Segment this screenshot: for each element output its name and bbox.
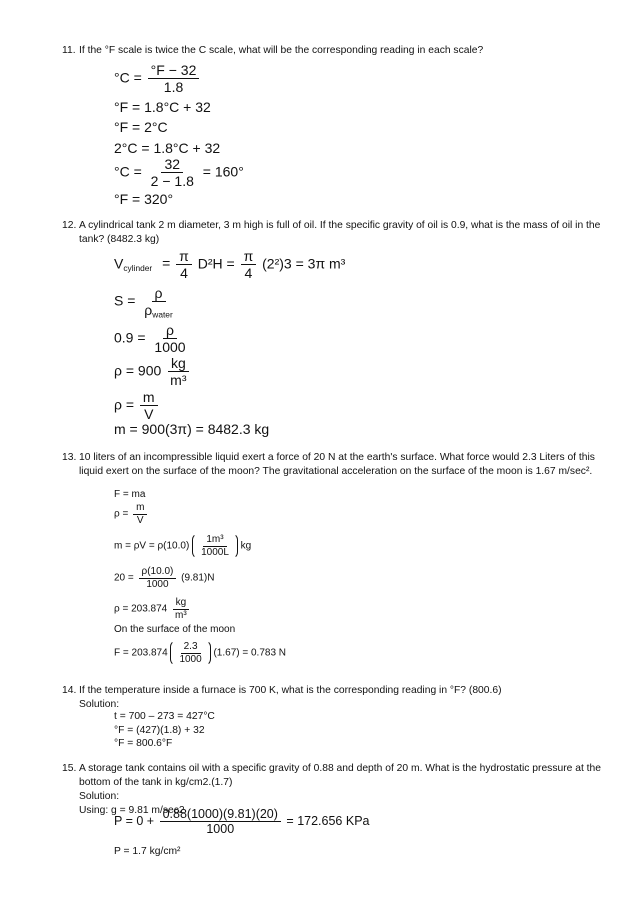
question-number: 15. (62, 763, 77, 774)
q12-equation-5 (114, 389, 160, 422)
numerator: ρ (163, 322, 177, 339)
fraction (167, 355, 189, 388)
denominator: V (136, 514, 144, 526)
fraction (139, 566, 177, 590)
subscript: cylinder (123, 262, 153, 273)
q15-equation-1 (114, 807, 369, 837)
q11-equation-4: 2°C = 1.8°C + 32 (114, 140, 221, 156)
numerator: π (241, 248, 257, 265)
q14-line-1: t = 700 – 273 = 427°C (114, 711, 215, 722)
equation-lhs: m = ρV = ρ(10.0) (114, 540, 190, 552)
numerator: 32 (161, 156, 183, 173)
denominator: V (144, 406, 154, 423)
equals-sign: = (162, 255, 171, 272)
fraction (160, 807, 281, 837)
fraction (140, 389, 158, 422)
question-text: If the °F scale is twice the C scale, what will be the corresponding reading in each scale? (79, 45, 484, 56)
denominator: 1000 (146, 578, 169, 590)
equation-middle: D²H = (197, 255, 235, 272)
parenthesis-group (192, 533, 238, 559)
equation-rhs: (9.81)N (181, 572, 215, 584)
denominator: 1000L (201, 546, 229, 558)
q11-equation-2: °F = 1.8°C + 32 (114, 99, 211, 115)
fraction (151, 322, 188, 355)
denominator: 1.8 (163, 79, 184, 96)
question-14 (62, 684, 604, 712)
q12-equation-3 (114, 322, 191, 355)
numerator: π (176, 248, 192, 265)
denominator: 1000 (206, 822, 235, 837)
fraction (176, 641, 204, 665)
fraction (198, 534, 232, 558)
q11-equation-3: °F = 2°C (114, 119, 168, 135)
parenthesis-group (170, 640, 210, 666)
fraction (141, 285, 175, 318)
q11-equation-1 (114, 62, 201, 95)
denominator (141, 302, 175, 318)
equation-lhs: F = 203.874 (114, 647, 168, 659)
fraction (241, 248, 257, 281)
q12-equation-2 (114, 285, 178, 318)
q13-equation-7 (114, 640, 286, 666)
equation-lhs: °C = (114, 69, 142, 86)
q12-equation-6: m = 900(3π) = 8482.3 kg (114, 421, 270, 437)
question-text: If the temperature inside a furnace is 700 K, what is the corresponding reading in °F? (800.6) (79, 685, 502, 696)
question-text: A storage tank contains oil with a specific gravity of 0.88 and depth of 20 m. What is the hydrostatic pressure at the bottom of the tank in kg/cm2.(1.7) (79, 763, 601, 788)
denominator: 4 (244, 265, 253, 282)
fraction (148, 156, 197, 189)
equation-rhs: (2²)3 = 3π m³ (262, 255, 346, 272)
numerator: kg (168, 355, 189, 372)
q12-equation-4 (114, 355, 192, 388)
equation-rhs: = 160° (202, 163, 244, 180)
equation-rhs: kg (240, 540, 252, 552)
solution-label: Solution: (79, 791, 120, 802)
q13-equation-5 (114, 597, 192, 621)
equation-rhs: (1.67) = 0.783 N (213, 647, 287, 659)
equation-lhs: ρ = 203.874 (114, 603, 168, 615)
solution-label: Solution: (79, 699, 120, 710)
q12-equation-1 (114, 248, 345, 281)
equation-lhs: S = (114, 292, 136, 309)
question-number: 13. (62, 452, 77, 463)
equation-lhs: 0.9 = (114, 329, 146, 346)
equation-lhs: V (114, 255, 124, 272)
equation-lhs: ρ = 900 (114, 362, 162, 379)
q13-equation-6: On the surface of the moon (114, 624, 236, 635)
question-number: 14. (62, 685, 77, 696)
fraction (133, 502, 147, 526)
question-text: A cylindrical tank 2 m diameter, 3 m high is full of oil. If the specific gravity of oil is 0.9, what is the mass of oil in the tank? (8482.3 kg) (79, 220, 601, 245)
q13-equation-1: F = ma (114, 489, 146, 500)
equation-lhs: ρ = (114, 508, 129, 520)
numerator: ρ (152, 285, 166, 302)
numerator: 2.3 (181, 641, 201, 654)
equation-rhs: = 172.656 KPa (286, 814, 370, 829)
denominator: 1000 (154, 339, 186, 356)
q11-equation-5 (114, 156, 244, 189)
numerator: ρ(10.0) (139, 566, 177, 579)
equation-lhs: ρ = (114, 396, 135, 413)
denominator: m³ (175, 609, 187, 621)
denominator: 4 (180, 265, 188, 282)
using-note: Using: g = 9.81 m/sec2 (79, 805, 185, 816)
numerator: 1m³ (203, 534, 226, 547)
q14-line-2: °F = (427)(1.8) + 32 (114, 725, 205, 736)
rho-symbol: ρ (144, 302, 153, 319)
question-text: 10 liters of an incompressible liquid exert a force of 20 N at the earth's surface. What force would 2.3 Liters of this liquid exert on the surface of the moon? The gravitational acceleration on the surface of the moon is 1.67 m/sec². (79, 452, 595, 477)
question-13 (62, 451, 604, 479)
fraction (172, 597, 190, 621)
numerator: kg (173, 597, 190, 610)
equation-lhs: °C = (114, 163, 142, 180)
denominator: 1000 (179, 653, 202, 665)
denominator: m³ (170, 372, 187, 389)
question-11 (62, 44, 604, 58)
subscript: water (152, 309, 173, 320)
question-12 (62, 219, 604, 247)
equation-lhs: P = 0 + (114, 814, 155, 829)
numerator: °F − 32 (148, 62, 200, 79)
q15-result: P = 1.7 kg/cm² (114, 846, 181, 857)
q13-equation-4 (114, 566, 214, 590)
equation-lhs: 20 = (114, 572, 134, 584)
denominator: 2 − 1.8 (150, 173, 194, 190)
q11-equation-6: °F = 320° (114, 191, 174, 207)
question-number: 11. (62, 45, 76, 56)
q13-equation-3 (114, 533, 251, 559)
question-number: 12. (62, 220, 77, 231)
q13-equation-2 (114, 502, 149, 526)
numerator: 0.88(1000)(9.81)(20) (160, 807, 281, 822)
q14-line-3: °F = 800.6°F (114, 738, 173, 749)
numerator: m (133, 502, 147, 515)
fraction (176, 248, 192, 281)
numerator: m (140, 389, 158, 406)
fraction (148, 62, 200, 95)
